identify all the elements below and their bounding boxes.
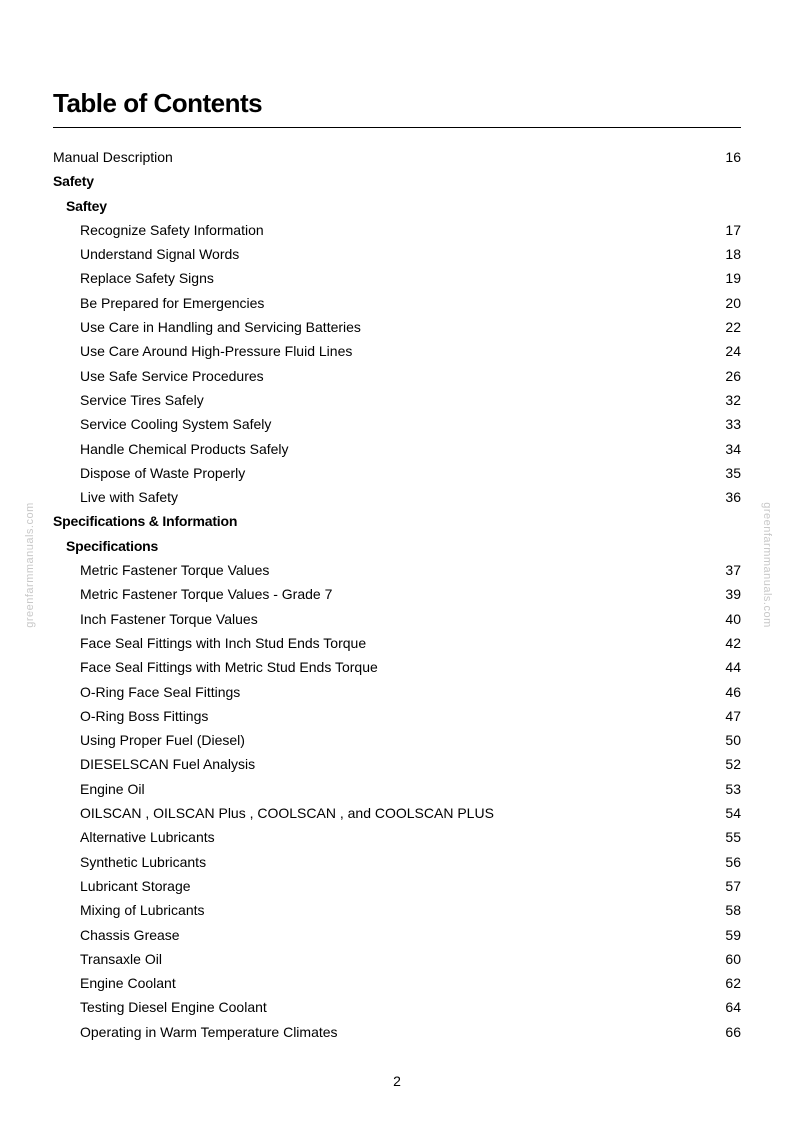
watermark-left: greenfarmmanuals.com <box>24 502 36 628</box>
toc-entry-page: 59 <box>725 926 741 943</box>
toc-entry-label: Using Proper Fuel (Diesel) <box>80 732 245 749</box>
toc-entry-label: Recognize Safety Information <box>80 221 264 238</box>
toc-entry-label: O-Ring Face Seal Fittings <box>80 683 241 700</box>
page-number: 2 <box>393 1073 401 1089</box>
toc-entry-label: Dispose of Waste Properly <box>80 464 246 481</box>
toc-entry-label: Live with Safety <box>80 489 179 506</box>
toc-entry-page: 40 <box>725 610 741 627</box>
toc-entry-page: 52 <box>725 756 741 773</box>
toc-entry-label: Be Prepared for Emergencies <box>80 294 265 311</box>
toc-entry-page: 19 <box>725 270 741 287</box>
toc-section-heading[interactable] <box>53 509 741 533</box>
toc-entry-page: 16 <box>725 149 741 165</box>
toc-entry[interactable] <box>53 801 741 825</box>
toc-entry[interactable] <box>53 558 741 582</box>
toc-entry-page: 22 <box>725 319 741 336</box>
toc-entry[interactable] <box>53 680 741 704</box>
toc-entry-page: 26 <box>725 367 741 384</box>
toc-entry-page: 18 <box>725 246 741 263</box>
toc-entry-label: Engine Coolant <box>80 975 176 992</box>
toc-entry-label: Operating in Warm Temperature Climates <box>80 1023 338 1040</box>
toc-entry-page: 53 <box>725 780 741 797</box>
toc-entry-page: 60 <box>725 950 741 967</box>
toc-entry[interactable] <box>53 145 741 169</box>
toc-entry[interactable] <box>53 437 741 461</box>
toc-entry-page: 24 <box>725 343 741 360</box>
toc-entry-label: Metric Fastener Torque Values - Grade 7 <box>80 586 333 603</box>
toc-entry-label: Saftey <box>66 197 107 214</box>
toc-entry-label: Use Care Around High-Pressure Fluid Lines <box>80 343 353 360</box>
toc-entry-label: DIESELSCAN Fuel Analysis <box>80 756 256 773</box>
toc-entry-label: Service Cooling System Safely <box>80 416 272 433</box>
toc-entry-page: 17 <box>725 221 741 238</box>
toc-entry-label: O-Ring Boss Fittings <box>80 707 209 724</box>
page-title: Table of Contents <box>53 88 263 118</box>
toc-entry[interactable] <box>53 898 741 922</box>
toc-entry[interactable] <box>53 704 741 728</box>
toc-entry-page: 35 <box>725 464 741 481</box>
toc-entry-label: Use Safe Service Procedures <box>80 367 264 384</box>
toc-entry-page: 37 <box>725 562 741 579</box>
toc-entry[interactable] <box>53 607 741 631</box>
toc-entry[interactable] <box>53 850 741 874</box>
toc-entry[interactable] <box>53 1020 741 1044</box>
toc-entry[interactable] <box>53 582 741 606</box>
toc-entry[interactable] <box>53 923 741 947</box>
toc-entry[interactable] <box>53 242 741 266</box>
toc-entry[interactable] <box>53 874 741 898</box>
toc-section-heading[interactable] <box>53 534 741 558</box>
toc-entry-label: Face Seal Fittings with Inch Stud Ends Torque <box>80 634 367 651</box>
toc-entry-page: 66 <box>725 1023 741 1040</box>
toc-entry[interactable] <box>53 364 741 388</box>
toc-entry[interactable] <box>53 631 741 655</box>
toc-entry-page: 58 <box>725 902 741 919</box>
toc-entry-page: 47 <box>725 707 741 724</box>
toc-entry[interactable] <box>53 728 741 752</box>
toc-entry[interactable] <box>53 388 741 412</box>
toc-entry-label: Inch Fastener Torque Values <box>80 610 258 627</box>
toc-entry-page: 46 <box>725 683 741 700</box>
toc-entry-label: Chassis Grease <box>80 926 180 943</box>
toc-entry[interactable] <box>53 655 741 679</box>
toc-entry-label: Handle Chemical Products Safely <box>80 440 289 457</box>
toc-entry-label: Replace Safety Signs <box>80 270 214 287</box>
toc-entry[interactable] <box>53 825 741 849</box>
toc-entry-label: Testing Diesel Engine Coolant <box>80 999 267 1016</box>
toc-entry[interactable] <box>53 218 741 242</box>
toc-entry[interactable] <box>53 291 741 315</box>
toc-entry[interactable] <box>53 461 741 485</box>
toc-entry-page: 20 <box>725 294 741 311</box>
toc-entry-label: Understand Signal Words <box>80 246 240 263</box>
toc-entry-label: Transaxle Oil <box>80 950 162 967</box>
toc-entry-label: Synthetic Lubricants <box>80 853 207 870</box>
toc-section-heading[interactable] <box>53 194 741 218</box>
toc-entry-page: 32 <box>725 391 741 408</box>
toc-entry[interactable] <box>53 339 741 363</box>
watermark-right: greenfarmmanuals.com <box>761 502 773 628</box>
toc-entry[interactable] <box>53 995 741 1019</box>
toc-entry[interactable] <box>53 315 741 339</box>
toc-entry-page: 44 <box>725 659 741 676</box>
toc-entry-label: Lubricant Storage <box>80 877 191 894</box>
toc-entry-page: 36 <box>725 489 741 506</box>
toc-entry-page: 33 <box>725 416 741 433</box>
table-of-contents <box>53 145 741 1044</box>
toc-entry-page: 54 <box>725 805 741 822</box>
toc-entry-label: Engine Oil <box>80 780 145 797</box>
toc-entry-label: Face Seal Fittings with Metric Stud Ends Torque <box>80 659 378 676</box>
toc-entry-label: Service Tires Safely <box>80 391 204 408</box>
toc-section-heading[interactable] <box>53 169 741 193</box>
toc-entry-label: Use Care in Handling and Servicing Batteries <box>80 319 361 336</box>
toc-entry-page: 57 <box>725 877 741 894</box>
toc-entry-page: 39 <box>725 586 741 603</box>
toc-entry[interactable] <box>53 752 741 776</box>
toc-entry-label: Alternative Lubricants <box>80 829 215 846</box>
toc-entry-label: Safety <box>53 173 94 190</box>
title-divider <box>53 127 741 128</box>
toc-entry[interactable] <box>53 777 741 801</box>
toc-entry-label: OILSCAN , OILSCAN Plus , COOLSCAN , and COOLSCAN PLUS <box>80 805 494 822</box>
toc-entry-label: Specifications & Information <box>53 513 238 530</box>
toc-entry[interactable] <box>53 947 741 971</box>
toc-entry-page: 62 <box>725 975 741 992</box>
toc-entry-page: 64 <box>725 999 741 1016</box>
toc-entry-label: Metric Fastener Torque Values <box>80 562 270 579</box>
toc-entry-label: Specifications <box>66 537 159 554</box>
toc-entry-label: Manual Description <box>53 149 173 165</box>
toc-entry-label: Mixing of Lubricants <box>80 902 205 919</box>
toc-entry[interactable] <box>53 485 741 509</box>
toc-entry-page: 34 <box>725 440 741 457</box>
toc-entry-page: 42 <box>725 634 741 651</box>
toc-entry[interactable] <box>53 971 741 995</box>
toc-entry[interactable] <box>53 412 741 436</box>
toc-entry-page: 56 <box>725 853 741 870</box>
toc-entry-page: 55 <box>725 829 741 846</box>
toc-entry-page: 50 <box>725 732 741 749</box>
toc-entry[interactable] <box>53 266 741 290</box>
